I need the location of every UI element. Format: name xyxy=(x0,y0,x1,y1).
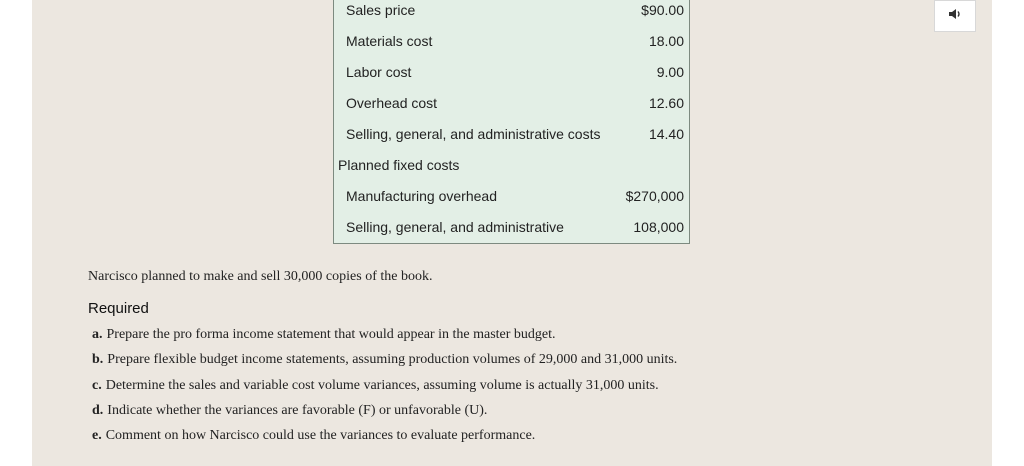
requirement-item xyxy=(92,352,677,368)
required-heading: Required xyxy=(88,300,149,317)
row-value: 9.00 xyxy=(656,64,684,80)
table-section-header xyxy=(334,155,689,186)
row-label: Labor cost xyxy=(346,64,412,80)
row-value: $270,000 xyxy=(625,188,684,204)
audio-button[interactable] xyxy=(934,0,976,32)
requirement-text: Indicate whether the variances are favorable (F) or unfavorable (U). xyxy=(107,403,488,418)
requirement-letter: c. xyxy=(92,378,102,393)
requirement-item xyxy=(92,403,487,419)
requirement-letter: b. xyxy=(92,352,104,367)
row-label: Materials cost xyxy=(346,33,433,49)
row-label: Manufacturing overhead xyxy=(346,188,497,204)
requirement-letter: d. xyxy=(92,403,104,418)
requirement-item xyxy=(92,327,556,343)
requirement-text: Comment on how Narcisco could use the variances to evaluate performance. xyxy=(105,428,536,443)
cost-data-table xyxy=(333,0,690,244)
requirement-item xyxy=(92,378,659,394)
intro-paragraph: Narcisco planned to make and sell 30,000 copies of the book. xyxy=(88,269,433,284)
row-value: 18.00 xyxy=(648,33,684,49)
requirement-text: Prepare the pro forma income statement that would appear in the master budget. xyxy=(106,327,556,342)
table-row xyxy=(334,0,689,31)
row-label: Overhead cost xyxy=(346,95,438,111)
row-label: Sales price xyxy=(346,2,416,18)
row-value: 14.40 xyxy=(648,126,684,142)
table-row xyxy=(334,186,689,217)
requirement-text: Determine the sales and variable cost volume variances, assuming volume is actually 31,000 units. xyxy=(105,378,659,393)
row-value: 12.60 xyxy=(648,95,684,111)
row-value: 108,000 xyxy=(633,219,684,235)
section-label: Planned fixed costs xyxy=(338,157,460,173)
requirement-letter: a. xyxy=(92,327,103,342)
requirement-text: Prepare flexible budget income statements, assuming production volumes of 29,000 and 31,000 units. xyxy=(107,352,678,367)
requirement-item xyxy=(92,428,535,444)
row-label: Selling, general, and administrative costs xyxy=(346,126,601,142)
table-row xyxy=(334,93,689,124)
row-label: Selling, general, and administrative xyxy=(346,219,564,235)
table-row xyxy=(334,124,689,155)
requirement-letter: e. xyxy=(92,428,102,443)
speaker-icon xyxy=(948,7,962,25)
table-row xyxy=(334,31,689,62)
table-row xyxy=(334,217,689,248)
row-value: $90.00 xyxy=(641,2,684,18)
table-row xyxy=(334,62,689,93)
